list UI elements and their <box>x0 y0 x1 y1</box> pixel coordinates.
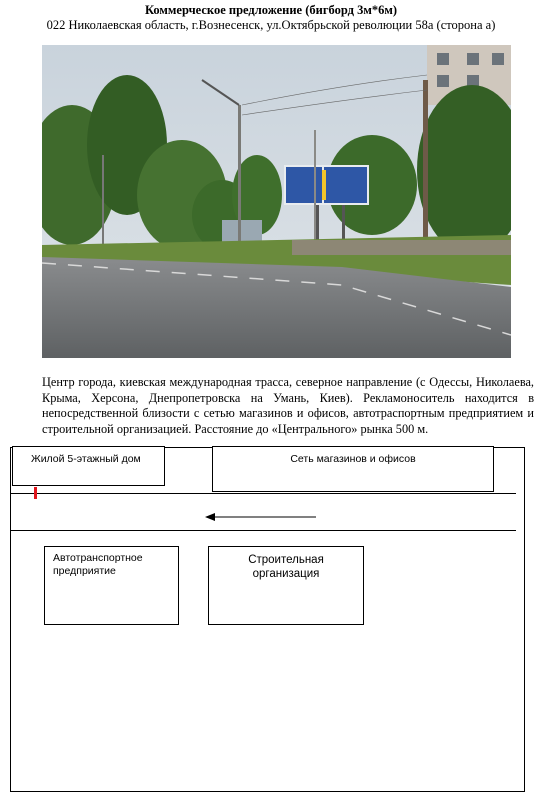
residential-building-box <box>12 446 165 486</box>
shops-offices-label: Сеть магазинов и офисов <box>290 453 416 465</box>
billboard-photo <box>42 45 511 358</box>
document-title: Коммерческое предложение (бигборд 3м*6м) <box>144 3 398 17</box>
shops-offices-box <box>212 446 494 492</box>
construction-company-label: Строительная организация <box>248 554 324 580</box>
residential-building-label: Жилой 5-этажный дом <box>31 453 141 465</box>
billboard-location-marker <box>34 487 37 499</box>
location-description: Центр города, киевская международная трасса, северное направление (с Одессы, Николаева, Крыма, Херсона, Днепропетровска на Умань, Киев). Рекламоноситель находится в непосредственной близости с сетью магазинов и офисов, автотраспортным предприятием и строительной организацией. Расстояние до «Центрального» рынка 500 м. <box>42 375 534 436</box>
traffic-direction-arrow <box>205 510 320 524</box>
road-edge-bottom <box>10 530 516 531</box>
document-address: 022 Николаевская область, г.Вознесенск, ул.Октябрьской революции 58а (сторона а) <box>46 18 496 32</box>
transport-company-label: Автотранспортное предприятие <box>53 552 143 577</box>
road-edge-top <box>10 493 516 494</box>
construction-company-box <box>208 546 364 625</box>
transport-company-box <box>44 546 179 625</box>
